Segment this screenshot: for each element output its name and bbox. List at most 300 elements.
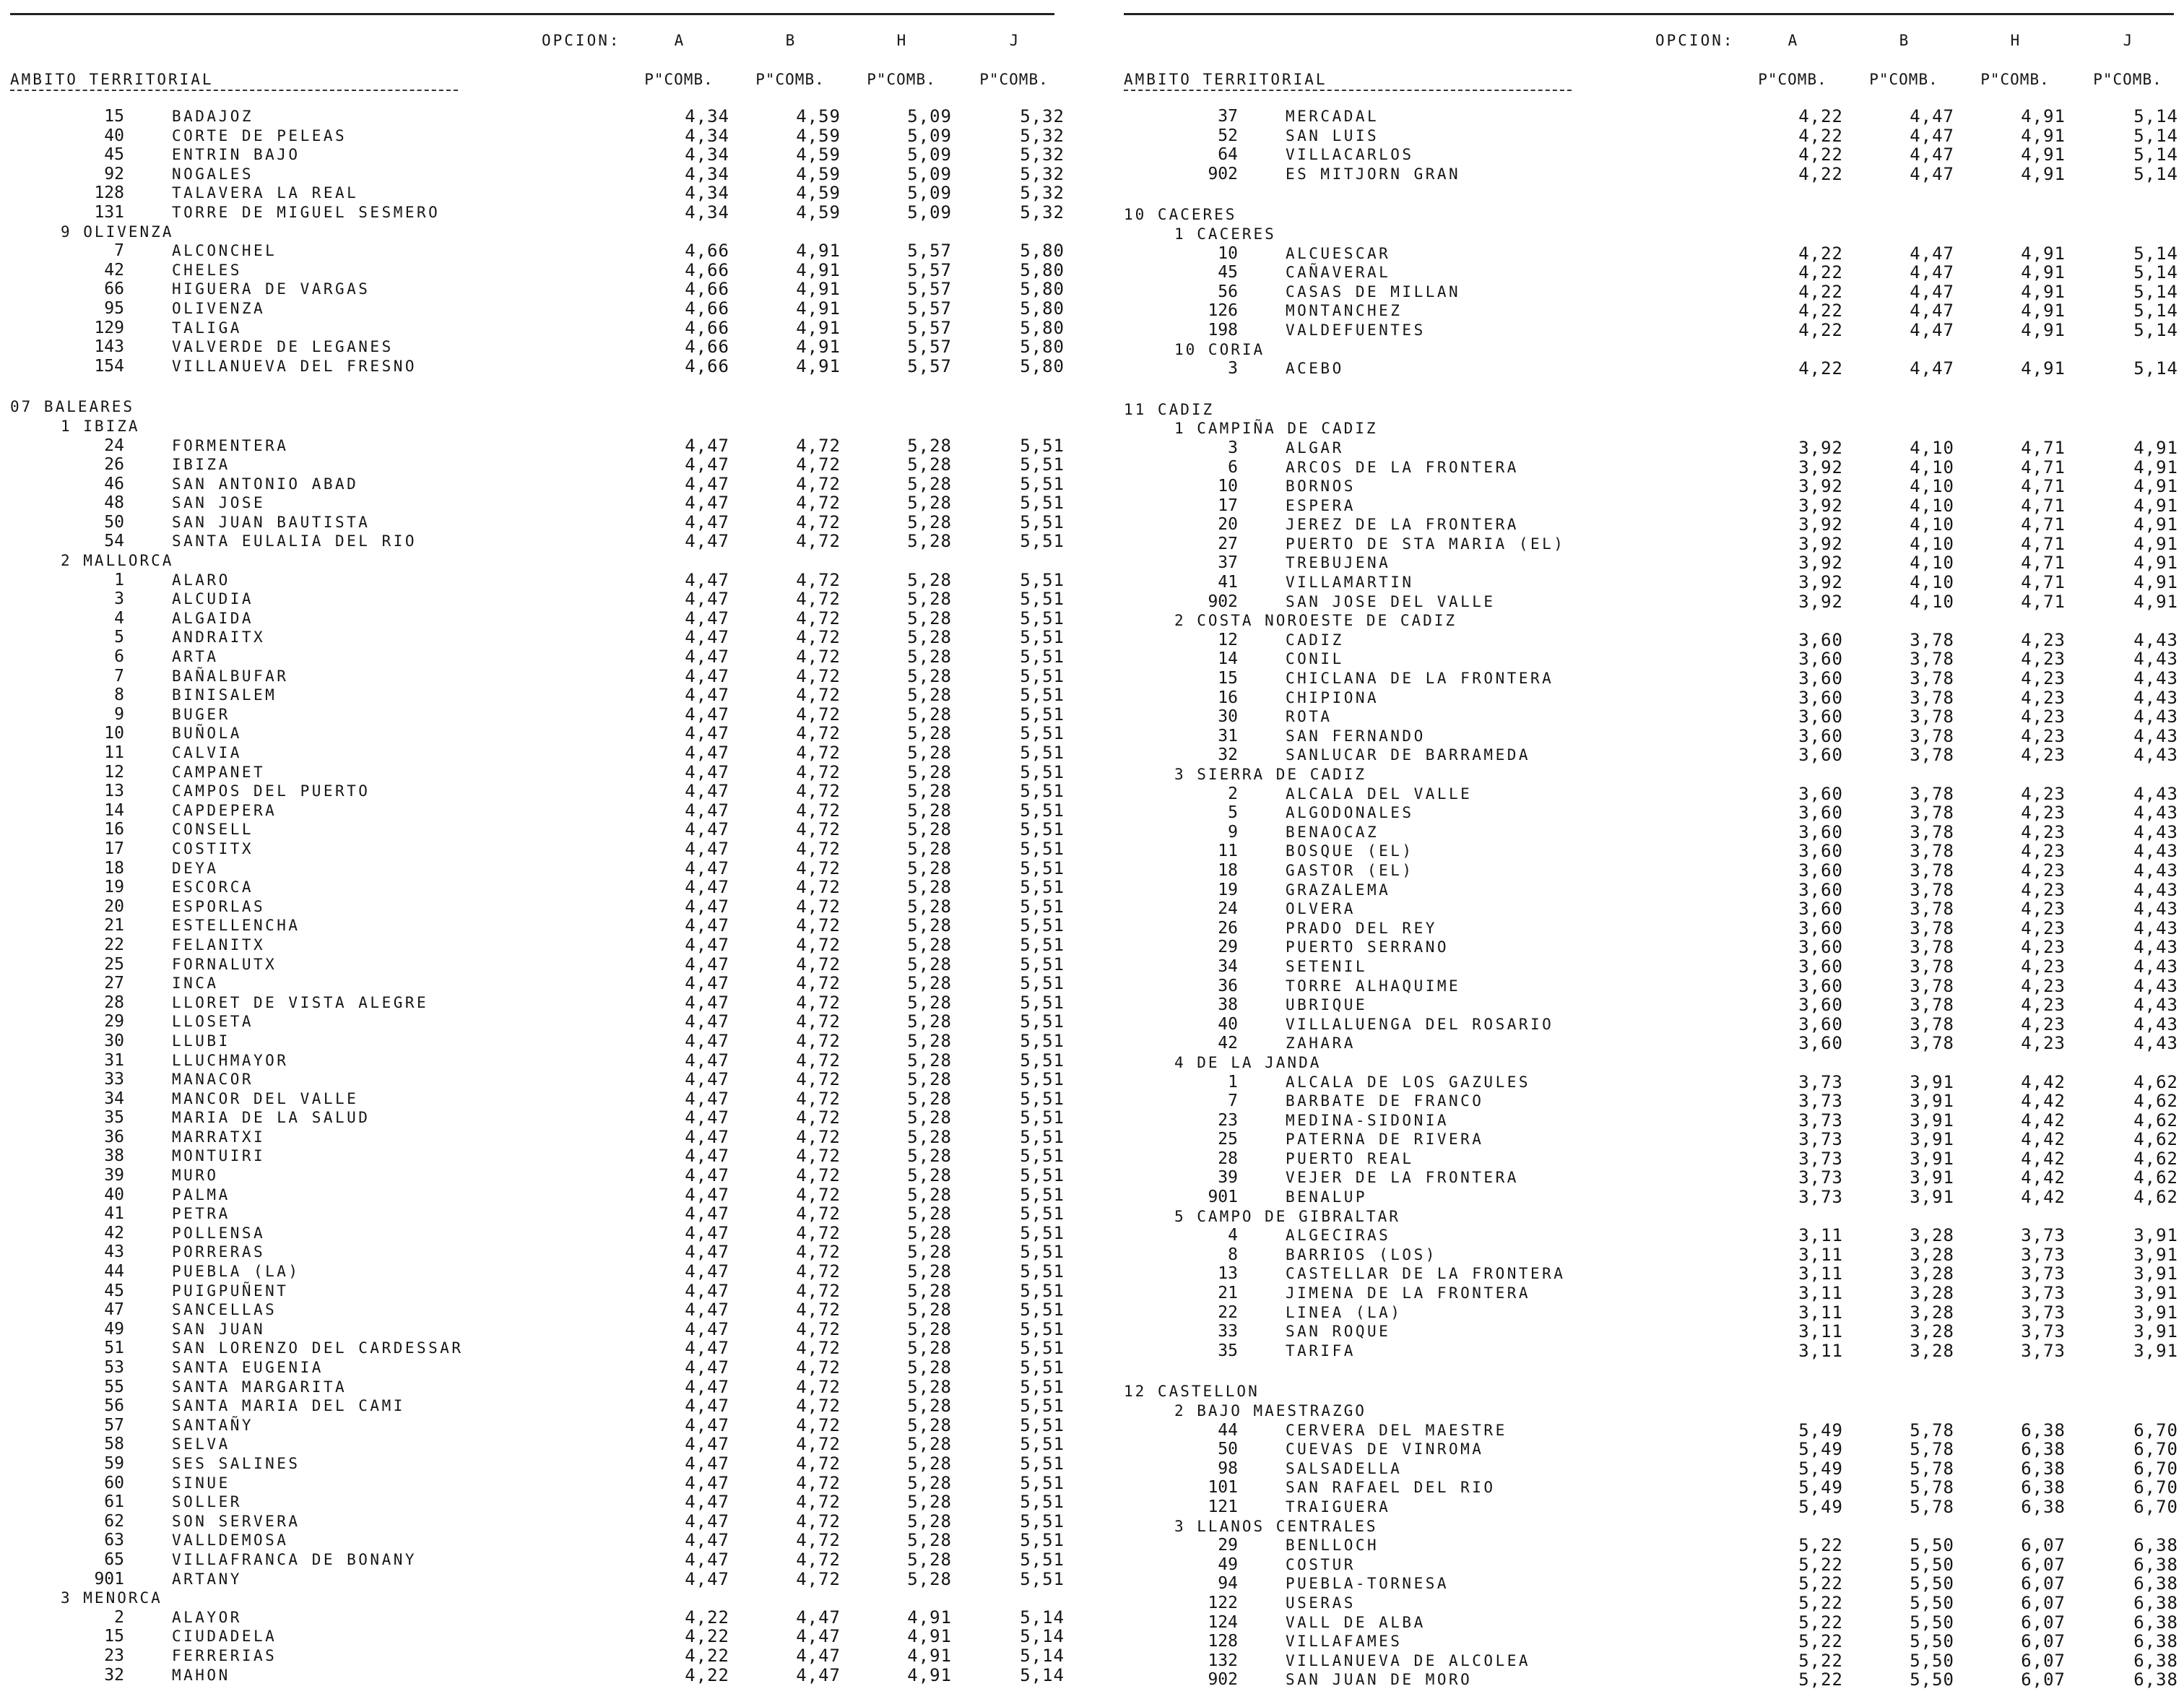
- value-option-b: 4,72: [796, 723, 841, 744]
- value-option-a: 4,47: [685, 1530, 729, 1551]
- value-option-a: 5,49: [1798, 1439, 1843, 1460]
- value-option-b: 4,10: [1910, 533, 1954, 554]
- municipality-code: 45: [104, 1281, 124, 1300]
- value-option-b: 4,72: [796, 781, 841, 802]
- municipality-code: 124: [1208, 1612, 1238, 1632]
- value-option-j: 5,51: [1020, 954, 1065, 975]
- municipality-code: 21: [1218, 1284, 1238, 1303]
- value-option-b: 3,28: [1910, 1283, 1954, 1304]
- municipality-code: 56: [1218, 282, 1238, 301]
- value-option-h: 5,09: [907, 163, 952, 184]
- municipality-name: SANTAÑY: [172, 1416, 254, 1434]
- value-option-h: 4,23: [2021, 706, 2066, 727]
- municipality-row: [1124, 495, 2178, 516]
- value-option-h: 5,28: [907, 1165, 952, 1186]
- value-option-j: 5,32: [1020, 163, 1065, 184]
- value-option-j: 3,91: [2133, 1302, 2178, 1323]
- value-option-h: 4,23: [2021, 956, 2066, 977]
- municipality-row: [1124, 1321, 2178, 1342]
- value-option-b: 5,78: [1910, 1458, 1954, 1479]
- municipality-code: 8: [1228, 1245, 1238, 1264]
- value-option-h: 5,28: [907, 1549, 952, 1570]
- value-option-a: 3,92: [1798, 495, 1843, 516]
- value-option-a: 4,34: [685, 202, 729, 222]
- value-option-b: 4,91: [796, 241, 841, 262]
- value-option-j: 5,32: [1020, 144, 1065, 165]
- value-option-b: 5,78: [1910, 1496, 1954, 1517]
- value-option-b: 3,78: [1910, 879, 1954, 900]
- value-option-j: 6,38: [2133, 1669, 2178, 1690]
- pcomb-header-j: P"COMB.: [2093, 71, 2162, 88]
- value-option-a: 4,47: [685, 1184, 729, 1205]
- value-option-j: 4,43: [2133, 841, 2178, 862]
- municipality-row: [10, 337, 1065, 358]
- municipality-name: SALSADELLA: [1286, 1459, 1403, 1477]
- municipality-row: [1124, 803, 2178, 824]
- value-option-h: 4,91: [2021, 243, 2066, 264]
- value-option-h: 5,09: [907, 144, 952, 165]
- municipality-name: ALCUESCAR: [1286, 244, 1391, 262]
- value-option-a: 3,60: [1798, 841, 1843, 862]
- value-option-b: 4,72: [796, 1165, 841, 1186]
- province-label: 10 CACERES: [1124, 206, 1237, 224]
- municipality-name: CASAS DE MILLAN: [1286, 282, 1461, 301]
- value-option-a: 4,47: [685, 704, 729, 725]
- municipality-code: 29: [1218, 938, 1238, 957]
- municipality-row: [1124, 572, 2178, 593]
- value-option-b: 4,72: [796, 1530, 841, 1551]
- comarca-label: 3 SIERRA DE CADIZ: [1174, 766, 1366, 783]
- value-option-b: 4,47: [1910, 125, 1954, 146]
- value-option-j: 5,14: [2133, 281, 2178, 302]
- municipality-row: [10, 1549, 1065, 1570]
- value-option-b: 4,72: [796, 934, 841, 955]
- value-option-b: 4,72: [796, 1222, 841, 1243]
- option-b-header: B: [785, 32, 795, 49]
- comarca-heading: [1124, 419, 2174, 438]
- value-option-h: 4,91: [2021, 262, 2066, 283]
- option-b-header: B: [1899, 32, 1909, 49]
- municipality-code: 37: [1218, 107, 1238, 126]
- value-option-j: 4,43: [2133, 956, 2178, 977]
- value-option-h: 4,23: [2021, 687, 2066, 708]
- value-option-j: 4,43: [2133, 668, 2178, 689]
- value-option-h: 5,28: [907, 896, 952, 917]
- value-option-a: 3,60: [1798, 821, 1843, 842]
- top-rule: [1124, 13, 2174, 15]
- municipality-name: BUGER: [172, 705, 230, 723]
- value-option-j: 4,43: [2133, 995, 2178, 1016]
- value-option-j: 5,14: [1020, 1607, 1065, 1628]
- value-option-b: 3,28: [1910, 1340, 1954, 1361]
- value-option-j: 5,51: [1020, 1396, 1065, 1417]
- value-option-j: 5,51: [1020, 1338, 1065, 1359]
- value-option-j: 5,51: [1020, 1184, 1065, 1205]
- value-option-h: 4,23: [2021, 629, 2066, 650]
- municipality-name: SANTA EULALIA DEL RIO: [172, 532, 417, 550]
- municipality-code: 40: [1218, 1014, 1238, 1034]
- municipality-code: 56: [104, 1396, 124, 1416]
- municipality-row: [1124, 437, 2178, 458]
- municipality-code: 42: [104, 260, 124, 280]
- value-option-a: 4,47: [685, 1126, 729, 1147]
- municipality-row: [10, 144, 1065, 165]
- municipality-row: [10, 1011, 1065, 1032]
- value-option-a: 4,47: [685, 493, 729, 514]
- value-option-j: 6,70: [2133, 1477, 2178, 1498]
- value-option-a: 4,47: [685, 435, 729, 456]
- value-option-j: 5,51: [1020, 608, 1065, 628]
- municipality-row: [10, 106, 1065, 126]
- municipality-code: 33: [104, 1070, 124, 1089]
- value-option-j: 5,51: [1020, 819, 1065, 840]
- municipality-name: JIMENA DE LA FRONTERA: [1286, 1284, 1531, 1302]
- municipality-name: ALCALA DE LOS GAZULES: [1286, 1073, 1531, 1091]
- value-option-b: 3,28: [1910, 1263, 1954, 1284]
- municipality-code: 32: [104, 1665, 124, 1685]
- value-option-j: 4,91: [2133, 476, 2178, 497]
- municipality-row: [10, 1107, 1065, 1128]
- municipality-row: [10, 838, 1065, 859]
- value-option-j: 5,51: [1020, 454, 1065, 475]
- value-option-h: 5,09: [907, 183, 952, 204]
- value-option-a: 4,47: [685, 685, 729, 706]
- municipality-code: 57: [104, 1415, 124, 1435]
- municipality-row: [10, 1338, 1065, 1359]
- option-h-header: H: [2010, 32, 2020, 49]
- value-option-h: 5,28: [907, 1126, 952, 1147]
- municipality-code: 12: [104, 762, 124, 782]
- municipality-code: 901: [94, 1569, 124, 1589]
- municipality-name: MURO: [172, 1167, 219, 1185]
- municipality-row: [1124, 995, 2178, 1016]
- value-option-b: 3,78: [1910, 649, 1954, 670]
- municipality-code: 18: [104, 858, 124, 878]
- municipality-row: [1124, 514, 2178, 535]
- municipality-code: 59: [104, 1453, 124, 1473]
- municipality-row: [10, 1300, 1065, 1321]
- value-option-j: 5,51: [1020, 531, 1065, 552]
- value-option-a: 4,66: [685, 279, 729, 300]
- value-option-j: 6,38: [2133, 1573, 2178, 1594]
- municipality-code: 95: [104, 298, 124, 318]
- municipality-code: 18: [1218, 860, 1238, 880]
- value-option-a: 3,92: [1798, 572, 1843, 593]
- value-option-j: 5,51: [1020, 973, 1065, 994]
- value-option-j: 4,43: [2133, 899, 2178, 920]
- value-option-j: 4,91: [2133, 591, 2178, 612]
- municipality-row: [1124, 163, 2178, 184]
- comarca-label: 10 CORIA: [1174, 340, 1265, 358]
- value-option-j: 3,91: [2133, 1283, 2178, 1304]
- municipality-code: 29: [1218, 1536, 1238, 1555]
- value-option-j: 5,51: [1020, 1549, 1065, 1570]
- value-option-h: 5,28: [907, 1069, 952, 1090]
- value-option-a: 5,49: [1798, 1419, 1843, 1440]
- municipality-code: 132: [1208, 1651, 1238, 1670]
- municipality-row: [1124, 706, 2178, 727]
- value-option-b: 3,91: [1910, 1110, 1954, 1131]
- municipality-code: 52: [1218, 126, 1238, 145]
- value-option-j: 5,51: [1020, 761, 1065, 782]
- municipality-name: LINEA (LA): [1286, 1303, 1403, 1321]
- value-option-j: 4,43: [2133, 1014, 2178, 1034]
- value-option-h: 5,28: [907, 685, 952, 706]
- municipality-code: 30: [104, 1031, 124, 1050]
- value-option-b: 3,91: [1910, 1091, 1954, 1112]
- value-option-j: 5,51: [1020, 992, 1065, 1013]
- municipality-code: 28: [104, 993, 124, 1012]
- value-option-b: 3,78: [1910, 706, 1954, 727]
- value-option-j: 5,80: [1020, 241, 1065, 262]
- value-option-h: 5,28: [907, 665, 952, 686]
- value-option-b: 4,47: [1910, 301, 1954, 321]
- municipality-row: [10, 1453, 1065, 1474]
- municipality-row: [1124, 841, 2178, 862]
- municipality-row: [1124, 144, 2178, 165]
- municipality-code: 15: [1218, 669, 1238, 688]
- value-option-b: 4,91: [796, 279, 841, 300]
- municipality-row: [1124, 533, 2178, 554]
- value-option-b: 4,10: [1910, 495, 1954, 516]
- comarca-heading: [10, 1589, 1054, 1608]
- value-option-a: 5,22: [1798, 1631, 1843, 1652]
- value-option-h: 6,07: [2021, 1669, 2066, 1690]
- pcomb-header-h: P"COMB.: [1980, 71, 2050, 88]
- value-option-b: 5,50: [1910, 1554, 1954, 1575]
- municipality-name: LLOSETA: [172, 1013, 254, 1031]
- municipality-row: [10, 531, 1065, 552]
- value-option-h: 6,38: [2021, 1477, 2066, 1498]
- value-option-b: 4,72: [796, 454, 841, 475]
- value-option-j: 4,62: [2133, 1091, 2178, 1112]
- value-option-h: 5,28: [907, 1050, 952, 1071]
- value-option-a: 3,60: [1798, 629, 1843, 650]
- value-option-a: 4,47: [685, 781, 729, 802]
- municipality-name: ESCORCA: [172, 878, 254, 896]
- value-option-j: 5,14: [2133, 358, 2178, 379]
- municipality-row: [10, 1645, 1065, 1666]
- municipality-name: LLUCHMAYOR: [172, 1051, 289, 1069]
- value-option-a: 4,47: [685, 454, 729, 475]
- municipality-row: [10, 1357, 1065, 1378]
- value-option-a: 4,22: [685, 1607, 729, 1628]
- value-option-h: 4,23: [2021, 803, 2066, 824]
- municipality-name: ARCOS DE LA FRONTERA: [1286, 458, 1519, 476]
- municipality-code: 19: [104, 878, 124, 897]
- value-option-a: 3,92: [1798, 437, 1843, 458]
- municipality-name: OLVERA: [1286, 900, 1356, 918]
- municipality-row: [1124, 860, 2178, 881]
- municipality-code: 50: [1218, 1440, 1238, 1459]
- value-option-j: 5,51: [1020, 1472, 1065, 1493]
- value-option-j: 5,51: [1020, 1146, 1065, 1167]
- value-option-a: 4,47: [685, 511, 729, 532]
- municipality-row: [10, 915, 1065, 936]
- value-option-a: 3,92: [1798, 591, 1843, 612]
- value-option-j: 5,51: [1020, 1511, 1065, 1531]
- comarca-heading: [1124, 765, 2174, 785]
- municipality-name: CHELES: [172, 261, 242, 279]
- municipality-name: VILLACARLOS: [1286, 146, 1414, 164]
- value-option-h: 5,57: [907, 317, 952, 338]
- value-option-a: 4,47: [685, 1472, 729, 1493]
- value-option-h: 5,57: [907, 259, 952, 280]
- municipality-name: HIGUERA DE VARGAS: [172, 280, 370, 298]
- municipality-row: [1124, 1554, 2178, 1575]
- municipality-code: 19: [1218, 880, 1238, 899]
- value-option-j: 5,80: [1020, 355, 1065, 376]
- value-option-j: 4,62: [2133, 1187, 2178, 1208]
- municipality-name: IBIZA: [172, 456, 230, 474]
- value-option-h: 4,91: [2021, 163, 2066, 184]
- municipality-row: [10, 973, 1065, 994]
- municipality-row: [10, 1184, 1065, 1205]
- municipality-row: [10, 1203, 1065, 1224]
- municipality-code: 5: [114, 628, 124, 647]
- municipality-row: [1124, 1283, 2178, 1304]
- value-option-a: 3,60: [1798, 668, 1843, 689]
- municipality-row: [10, 1261, 1065, 1282]
- municipality-row: [10, 202, 1065, 222]
- municipality-name: SAN ANTONIO ABAD: [172, 475, 359, 493]
- municipality-code: 1: [114, 570, 124, 589]
- municipality-row: [1124, 1225, 2178, 1246]
- pcomb-header-b: P"COMB.: [1869, 71, 1938, 88]
- value-option-j: 5,51: [1020, 934, 1065, 955]
- value-option-a: 4,66: [685, 298, 729, 319]
- value-option-a: 4,47: [685, 1280, 729, 1301]
- municipality-name: SANTA EUGENIA: [172, 1359, 324, 1376]
- municipality-code: 7: [114, 241, 124, 261]
- value-option-j: 5,51: [1020, 1126, 1065, 1147]
- value-option-j: 5,14: [2133, 262, 2178, 283]
- value-option-j: 6,70: [2133, 1496, 2178, 1517]
- value-option-h: 4,23: [2021, 649, 2066, 670]
- value-option-h: 4,71: [2021, 437, 2066, 458]
- value-option-j: 4,43: [2133, 917, 2178, 938]
- value-option-h: 4,91: [2021, 358, 2066, 379]
- municipality-name: ES MITJORN GRAN: [1286, 165, 1461, 183]
- value-option-a: 4,22: [1798, 106, 1843, 126]
- municipality-code: 98: [1218, 1459, 1238, 1478]
- municipality-code: 65: [104, 1550, 124, 1569]
- municipality-name: VALLDEMOSA: [172, 1531, 289, 1550]
- municipality-code: 154: [94, 356, 124, 376]
- value-option-b: 4,47: [796, 1607, 841, 1628]
- value-option-b: 4,72: [796, 1338, 841, 1359]
- municipality-row: [10, 781, 1065, 802]
- value-option-a: 4,47: [685, 819, 729, 840]
- municipality-row: [10, 1492, 1065, 1513]
- value-option-j: 4,62: [2133, 1148, 2178, 1169]
- municipality-row: [1124, 262, 2178, 283]
- municipality-name: BENALUP: [1286, 1188, 1368, 1206]
- value-option-a: 3,73: [1798, 1110, 1843, 1131]
- value-option-b: 4,72: [796, 1414, 841, 1435]
- value-option-h: 6,38: [2021, 1439, 2066, 1460]
- value-option-b: 4,72: [796, 589, 841, 610]
- municipality-name: TORRE DE MIGUEL SESMERO: [172, 203, 441, 221]
- value-option-b: 4,91: [796, 298, 841, 319]
- municipality-code: 35: [1218, 1341, 1238, 1360]
- ambito-underline: [1124, 90, 1572, 91]
- municipality-row: [10, 1222, 1065, 1243]
- value-option-b: 4,72: [796, 857, 841, 878]
- value-option-a: 4,47: [685, 608, 729, 628]
- value-option-h: 5,28: [907, 954, 952, 975]
- value-option-j: 5,51: [1020, 435, 1065, 456]
- value-option-a: 5,49: [1798, 1458, 1843, 1479]
- value-option-h: 4,23: [2021, 668, 2066, 689]
- municipality-code: 94: [1218, 1574, 1238, 1594]
- value-option-b: 3,28: [1910, 1244, 1954, 1265]
- municipality-code: 4: [114, 608, 124, 628]
- municipality-code: 23: [104, 1646, 124, 1665]
- value-option-h: 5,28: [907, 1146, 952, 1167]
- value-option-b: 4,72: [796, 493, 841, 514]
- municipality-code: 128: [94, 183, 124, 203]
- value-option-a: 4,47: [685, 1357, 729, 1378]
- value-option-h: 5,28: [907, 589, 952, 610]
- value-option-b: 3,78: [1910, 917, 1954, 938]
- municipality-row: [10, 473, 1065, 494]
- value-option-b: 4,10: [1910, 514, 1954, 535]
- value-option-a: 3,60: [1798, 937, 1843, 958]
- value-option-a: 4,34: [685, 125, 729, 146]
- value-option-h: 5,28: [907, 800, 952, 821]
- value-option-a: 4,22: [1798, 262, 1843, 283]
- municipality-code: 54: [104, 532, 124, 551]
- value-option-j: 6,70: [2133, 1458, 2178, 1479]
- value-option-h: 4,23: [2021, 937, 2066, 958]
- municipality-code: 49: [104, 1319, 124, 1339]
- value-option-h: 4,71: [2021, 457, 2066, 477]
- value-option-j: 4,43: [2133, 1033, 2178, 1054]
- municipality-row: [10, 1396, 1065, 1417]
- value-option-h: 4,42: [2021, 1167, 2066, 1188]
- value-option-a: 4,34: [685, 106, 729, 126]
- value-option-j: 5,51: [1020, 1414, 1065, 1435]
- value-option-a: 5,22: [1798, 1650, 1843, 1671]
- value-option-h: 5,28: [907, 1414, 952, 1435]
- municipality-name: CHICLANA DE LA FRONTERA: [1286, 670, 1554, 688]
- section-spacer: [1124, 1360, 2174, 1382]
- value-option-b: 4,72: [796, 1492, 841, 1513]
- value-option-j: 4,43: [2133, 706, 2178, 727]
- municipality-code: 11: [1218, 842, 1238, 861]
- value-option-j: 5,51: [1020, 511, 1065, 532]
- value-option-h: 5,28: [907, 1088, 952, 1109]
- municipality-name: ALCONCHEL: [172, 242, 277, 260]
- value-option-a: 4,47: [685, 877, 729, 898]
- municipality-code: 128: [1208, 1632, 1238, 1651]
- pcomb-header-a: P"COMB.: [644, 71, 714, 88]
- value-option-b: 5,50: [1910, 1650, 1954, 1671]
- municipality-code: 14: [1218, 649, 1238, 669]
- municipality-row: [1124, 1631, 2178, 1652]
- value-option-b: 4,72: [796, 1434, 841, 1455]
- municipality-name: BARRIOS (LOS): [1286, 1245, 1437, 1263]
- municipality-name: COSTUR: [1286, 1555, 1356, 1573]
- value-option-a: 4,47: [685, 1107, 729, 1128]
- value-option-b: 3,28: [1910, 1225, 1954, 1246]
- value-option-j: 4,43: [2133, 860, 2178, 881]
- value-option-h: 5,09: [907, 125, 952, 146]
- municipality-row: [10, 1530, 1065, 1551]
- municipality-row: [10, 1050, 1065, 1071]
- value-option-b: 4,59: [796, 144, 841, 165]
